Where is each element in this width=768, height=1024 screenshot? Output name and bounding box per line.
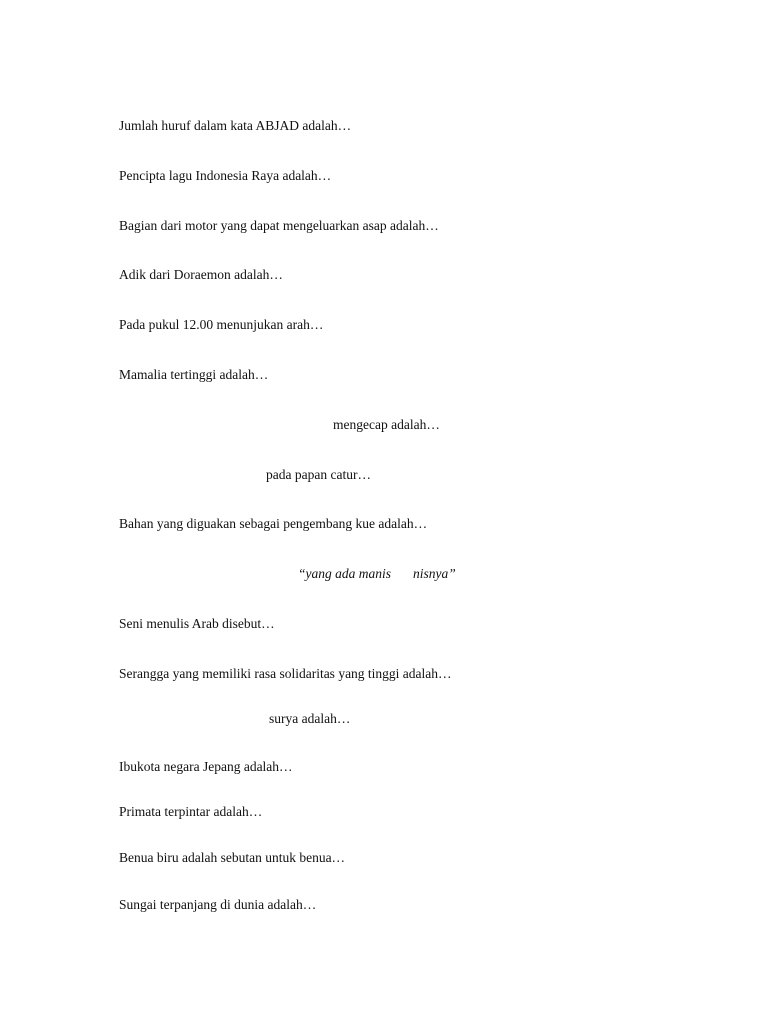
question-line: Sungai terpanjang di dunia adalah…	[119, 897, 317, 912]
question-line: Primata terpintar adalah…	[119, 804, 263, 819]
question-line: Mamalia tertinggi adalah…	[119, 367, 269, 382]
question-line: Seni menulis Arab disebut…	[119, 616, 275, 631]
question-line: Bahan yang diguakan sebagai pengembang kue adalah…	[119, 516, 428, 531]
question-line: Pencipta lagu Indonesia Raya adalah…	[119, 168, 332, 183]
question-line: Pada pukul 12.00 menunjukan arah…	[119, 317, 324, 332]
question-line: mengecap adalah…	[333, 417, 440, 432]
question-line: surya adalah…	[269, 711, 351, 726]
question-line: Benua biru adalah sebutan untuk benua…	[119, 850, 346, 865]
quote-part-2: nisnya”	[413, 566, 456, 581]
question-line: Adik dari Doraemon adalah…	[119, 267, 283, 282]
question-line: Bagian dari motor yang dapat mengeluarkan asap adalah…	[119, 218, 439, 233]
question-line: pada papan catur…	[266, 467, 371, 482]
question-line: Jumlah huruf dalam kata ABJAD adalah…	[119, 118, 352, 133]
question-line: Ibukota negara Jepang adalah…	[119, 759, 293, 774]
question-line: Serangga yang memiliki rasa solidaritas yang tinggi adalah…	[119, 666, 452, 681]
quote-part-1: “yang ada manis	[298, 566, 392, 581]
quote-line	[298, 565, 456, 583]
